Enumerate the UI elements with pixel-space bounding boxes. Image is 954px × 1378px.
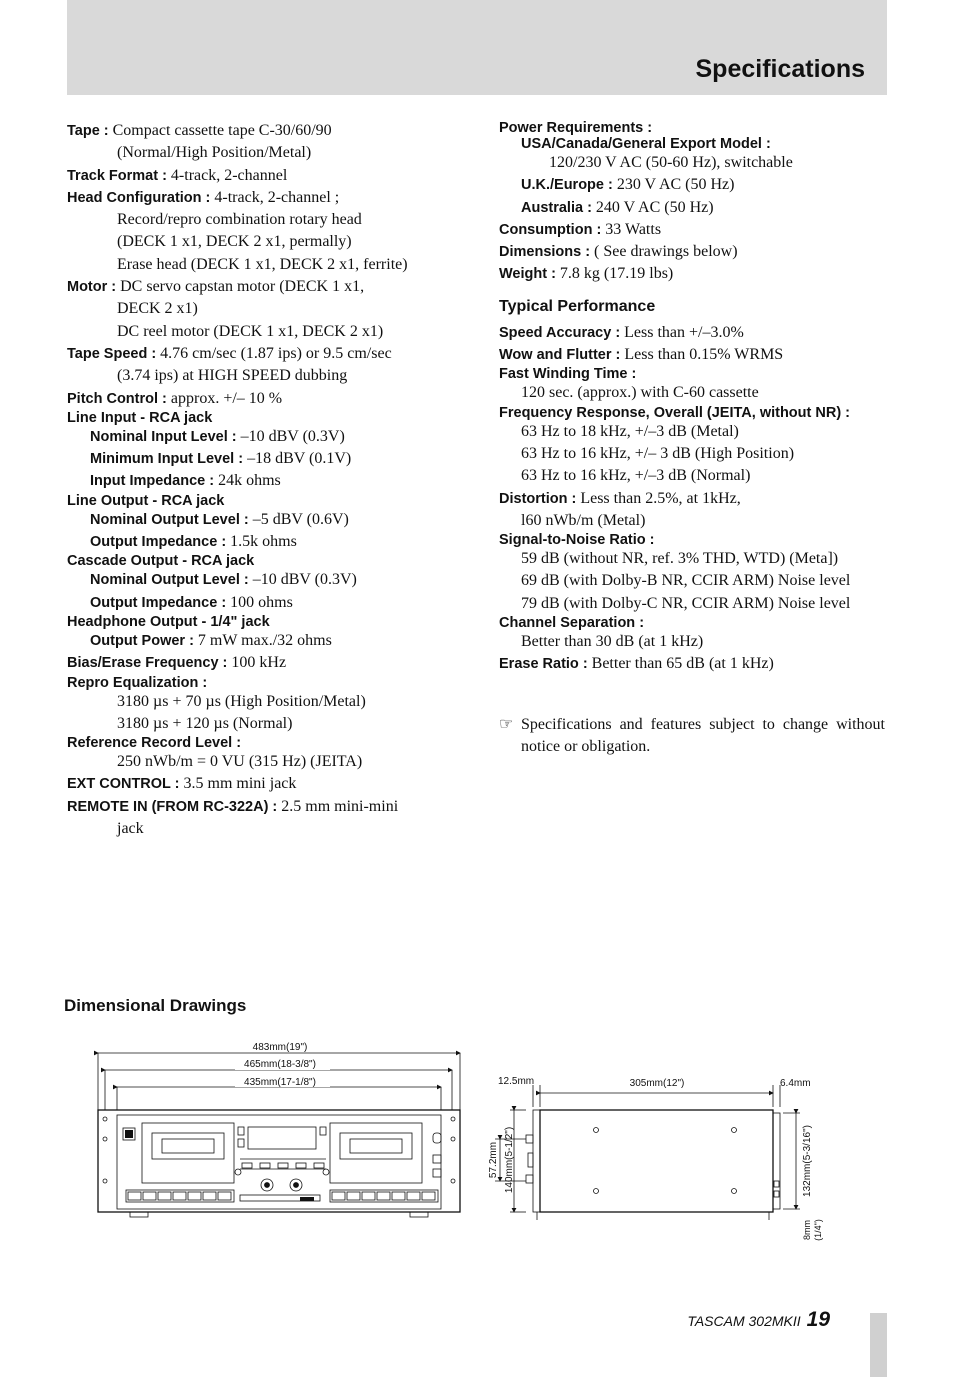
spec-uk-europe [499,174,885,196]
dimension-label: 12.5mm [498,1076,535,1087]
spec-value: 4-track, 2-channel ; [214,188,340,206]
spec-pitch-control [67,388,442,410]
dimension-label: (1/4") [813,1219,823,1241]
spec-label: Output Power : [90,632,194,649]
spec-weight [499,263,885,285]
spec-label: Nominal Output Level : [90,511,249,528]
spec-value: 1.5k ohms [230,533,297,551]
spec-value: Less than +/–3.0% [624,323,744,341]
spec-label: Motor : [67,279,117,296]
spec-value-cont: 79 dB (with Dolby-C NR, CCIR ARM) Noise level [521,594,851,612]
spec-value: 2.5 mm mini-mini [281,797,399,815]
dimension-label: 57.2mm [488,1141,499,1179]
spec-value: 230 V AC (50 Hz) [616,176,735,194]
page-edge-tab [870,1313,887,1377]
page-title: Specifications [695,55,865,83]
spec-channel-separation: Channel Separation : [499,615,645,632]
dimension-label: 140mm(5-1/2") [504,1126,515,1194]
spec-group-line-output: Line Output - RCA jack [67,492,225,509]
page-header [67,0,887,95]
note-text: Specifications and features subject to change without notice or obligation. [521,715,885,755]
spec-label: Minimum Input Level : [90,451,244,468]
spec-label: Bias/Erase Frequency : [67,655,228,672]
spec-australia [499,197,885,219]
spec-head-config [67,187,442,209]
spec-label: Output Impedance : [90,534,227,551]
spec-usa-model-label: USA/Canada/General Export Model : [521,136,771,152]
spec-label: REMOTE IN (FROM RC-322A) : [67,798,278,815]
spec-value-cont: 59 dB (without NR, ref. 3% THD, WTD) (Meta]) [521,550,839,568]
spec-label: Nominal Input Level : [90,428,237,445]
spec-label: Consumption : [499,221,602,238]
spec-signal-to-noise: Signal-to-Noise Ratio : [499,532,655,549]
spec-label: U.K./Europe : [521,177,613,194]
spec-value-cont: 250 nWb/m = 0 VU (315 Hz) (JEITA) [117,753,363,771]
spec-ext-control [67,773,442,795]
spec-value-cont: DECK 2 x1) [117,300,198,318]
spec-group-headphone-output: Headphone Output - 1/4" jack [67,613,270,630]
spec-label: Tape : [67,123,109,139]
spec-value-cont: (3.74 ips) at HIGH SPEED dubbing [117,367,348,385]
spec-value-cont: 63 Hz to 16 kHz, +/– 3 dB (High Position) [521,444,795,462]
spec-label: Wow and Flutter : [499,347,621,364]
spec-value-cont: Erase head (DECK 1 x1, DECK 2 x1, ferrite) [117,255,408,273]
spec-label: Input Impedance : [90,473,215,490]
pointing-hand-icon: ☞ [499,715,514,733]
spec-label: EXT CONTROL : [67,776,180,793]
spec-value: 33 Watts [605,220,662,238]
spec-value-cont: Better than 30 dB (at 1 kHz) [521,633,704,651]
spec-power-requirements: Power Requirements : [499,120,653,136]
spec-value: –18 dBV (0.1V) [247,450,352,468]
spec-value-cont: 3180 µs + 70 µs (High Position/Metal) [117,692,366,710]
dimension-label: 465mm(18-3/8") [244,1059,316,1070]
spec-label: Output Impedance : [90,594,227,611]
spec-label: Track Format : [67,167,167,184]
dimension-label: 8mm [802,1220,812,1240]
spec-group-line-input: Line Input - RCA jack [67,409,213,426]
section-heading-dimensional-drawings: Dimensional Drawings [64,996,247,1015]
dimension-label: 435mm(17-1/8") [244,1077,316,1088]
spec-dimensions [499,241,885,263]
spec-output-impedance [67,531,442,553]
spec-label: Tape Speed : [67,345,157,362]
dimension-label: 305mm(12") [629,1078,685,1089]
spec-value: 4.76 cm/sec (1.87 ips) or 9.5 cm/sec [160,344,392,362]
spec-label: Speed Accuracy : [499,324,621,341]
spec-value: 100 ohms [230,593,293,611]
dimensional-drawing [90,1035,840,1250]
spec-value: 7 mW max./32 ohms [197,631,332,649]
spec-repro-equalization: Repro Equalization : [67,674,208,691]
spec-value-cont: 3180 µs + 120 µs (Normal) [117,714,293,732]
side-panel-view [488,1076,823,1241]
spec-value-cont: 63 Hz to 16 kHz, +/–3 dB (Normal) [521,467,751,485]
spec-value: DC servo capstan motor (DECK 1 x1, [120,278,365,296]
spec-nominal-output-level [67,509,442,531]
spec-output-power [67,630,442,652]
spec-tape-speed [67,343,442,365]
spec-value: Compact cassette tape C-30/60/90 [112,122,332,139]
spec-erase-ratio [499,653,885,675]
spec-label: Erase Ratio : [499,656,588,673]
dimension-label: 6.4mm [780,1078,811,1089]
spec-value: Less than 2.5%, at 1kHz, [580,489,741,507]
spec-value: ( See drawings below) [594,243,738,261]
spec-label: Nominal Output Level : [90,572,249,589]
spec-column-left [67,120,442,840]
spec-value: Better than 65 dB (at 1 kHz) [591,655,774,673]
spec-distortion [499,488,885,510]
footer-brand: TASCAM 302MKII [687,1313,801,1329]
spec-value-cont: jack [117,820,144,838]
spec-speed-accuracy [499,322,885,344]
spec-minimum-input-level [67,448,442,470]
spec-consumption [499,219,885,241]
spec-value: 3.5 mm mini jack [183,775,297,793]
section-heading-typical-performance: Typical Performance [499,297,656,315]
spec-label: Australia : [521,199,592,216]
spec-value-cont: Record/repro combination rotary head [117,211,362,229]
spec-column-right [499,120,885,758]
spec-value: approx. +/– 10 % [170,389,283,407]
spec-input-impedance [67,470,442,492]
spec-wow-flutter [499,344,885,366]
spec-value: Less than 0.15% WRMS [624,346,784,364]
spec-value-cont: 63 Hz to 18 kHz, +/–3 dB (Metal) [521,422,739,440]
spec-nominal-input-level [67,426,442,448]
spec-frequency-response: Frequency Response, Overall (JEITA, without NR) : [499,404,851,421]
front-panel-view [98,1110,460,1217]
spec-value: –10 dBV (0.3V) [252,571,357,589]
spec-value-cont: l60 nWb/m (Metal) [521,511,646,529]
page-number: 19 [806,1308,830,1331]
spec-track-format [67,165,442,187]
front-width-dimensions [98,1040,460,1110]
spec-group-cascade-output: Cascade Output - RCA jack [67,553,255,570]
spec-fast-winding-time: Fast Winding Time : [499,366,637,383]
specifications-note [499,714,885,759]
spec-value-cont: 69 dB (with Dolby-B NR, CCIR ARM) Noise level [521,572,851,590]
spec-cascade-nominal-output-level [67,569,442,591]
spec-value-cont: DC reel motor (DECK 1 x1, DECK 2 x1) [117,322,384,340]
spec-value: –10 dBV (0.3V) [240,427,345,445]
spec-value-cont: 120 sec. (approx.) with C-60 cassette [521,384,759,402]
page-footer [687,1308,830,1332]
spec-label: Pitch Control : [67,390,167,407]
spec-motor [67,276,442,298]
spec-label: Dimensions : [499,244,591,261]
spec-label: Head Configuration : [67,189,211,206]
spec-value: 240 V AC (50 Hz) [595,198,714,216]
spec-value: 100 kHz [231,654,287,672]
spec-bias-erase-frequency [67,652,442,674]
spec-value: 4-track, 2-channel [170,166,288,184]
dimension-label: 483mm(19") [252,1042,308,1053]
dimension-label: 132mm(5-3/16") [802,1125,813,1197]
spec-tape [67,120,442,142]
spec-value-cont: 120/230 V AC (50-60 Hz), switchable [549,154,793,171]
spec-value: 7.8 kg (17.19 lbs) [559,265,674,283]
spec-value-cont: (Normal/High Position/Metal) [117,144,312,162]
spec-reference-record-level: Reference Record Level : [67,735,242,752]
spec-cascade-output-impedance [67,592,442,614]
spec-value: 24k ohms [218,472,281,490]
spec-label: Distortion : [499,490,577,507]
spec-label: Weight : [499,266,556,283]
spec-value-cont: (DECK 1 x1, DECK 2 x1, permally) [117,233,352,251]
spec-remote-in [67,796,442,818]
spec-value: –5 dBV (0.6V) [252,510,349,528]
